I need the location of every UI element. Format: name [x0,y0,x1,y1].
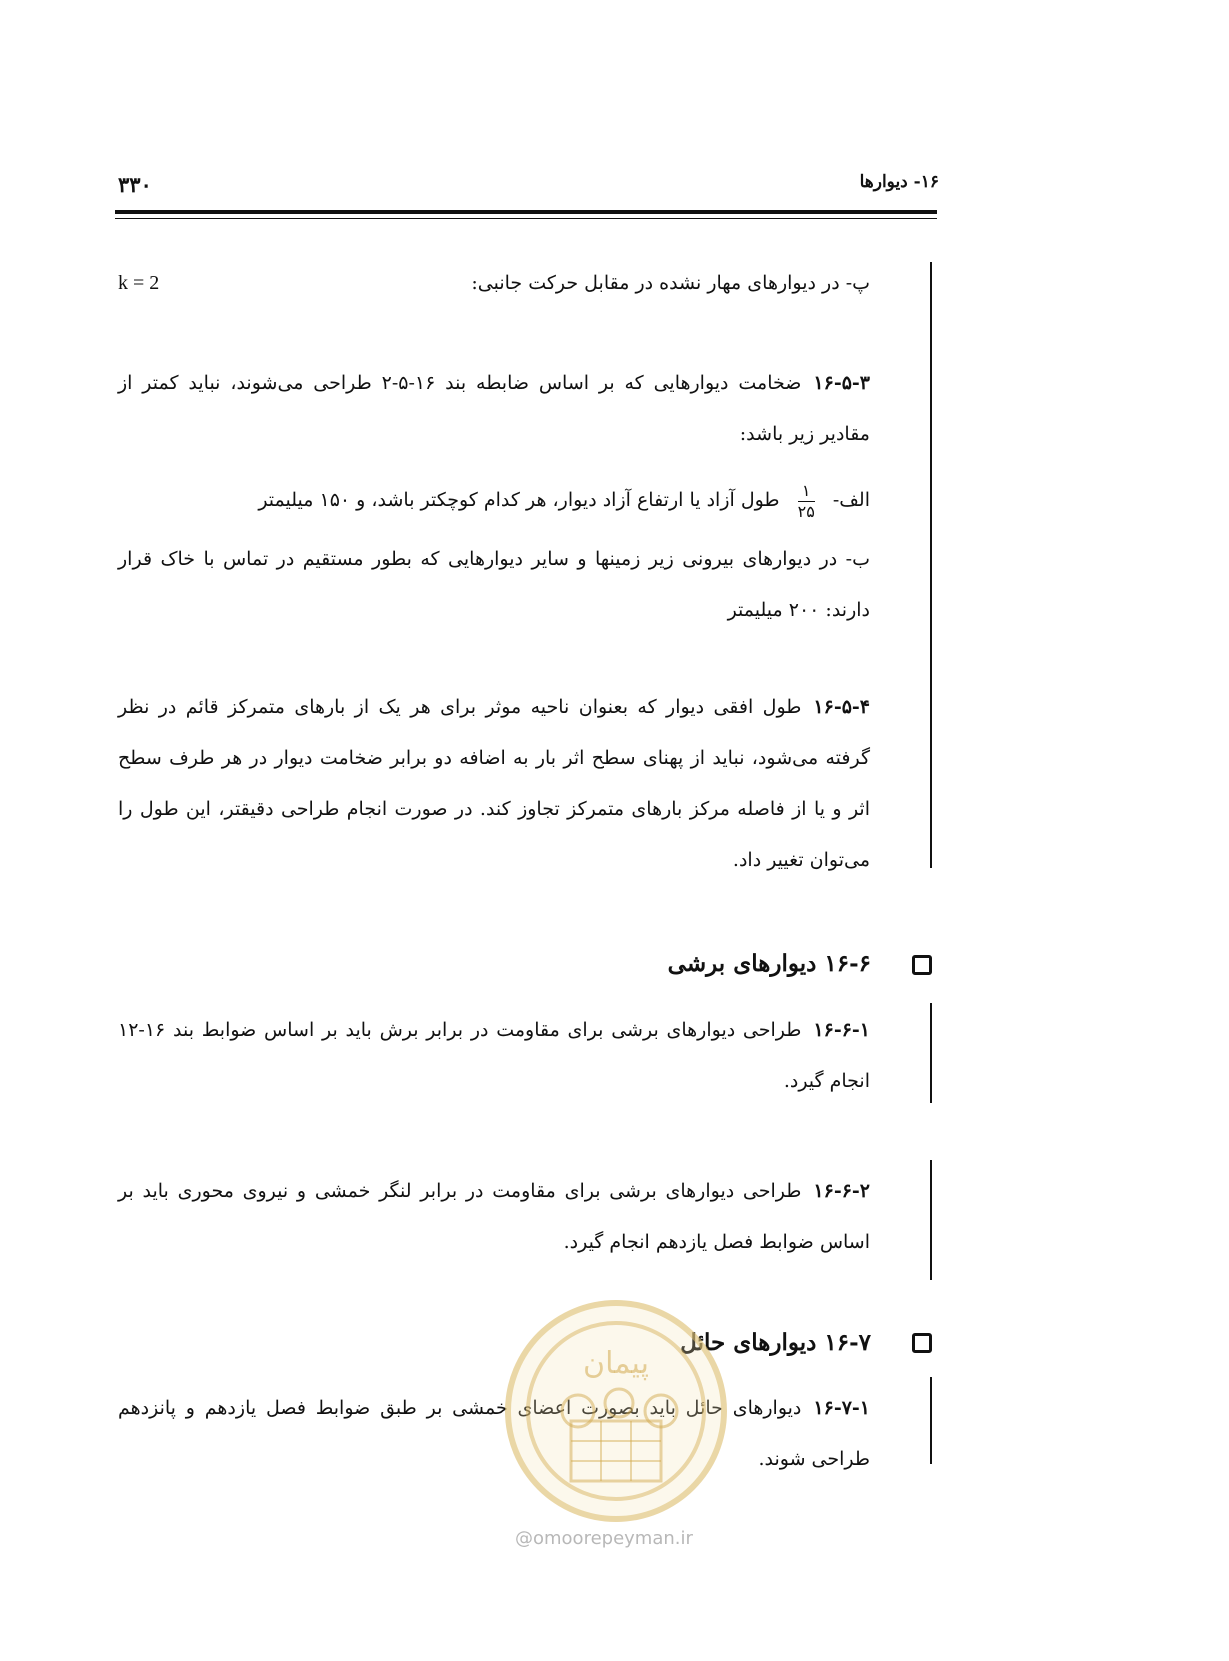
clause-text: ضخامت دیوارهایی که بر اساس ضابطه بند ۱۶-۵-۲ طراحی می‌شوند، نباید کمتر از مقادیر زیر باشد: [118,372,870,445]
clause-text: طراحی دیوارهای برشی برای مقاومت در برابر لنگر خمشی و نیروی محوری باید بر اساس ضوابط فصل یازدهم انجام گیرد. [118,1180,870,1253]
clause-16-7-1 [118,1383,870,1485]
clause-number: ۱۶-۶-۲ [813,1180,870,1202]
clause-16-5-4 [118,682,870,886]
clause-pe [118,258,870,309]
clause-text: دیوارهای حائل باید بصورت اعضای خمشی بر طبق ضوابط فصل یازدهم و پانزدهم طراحی شوند. [118,1397,870,1470]
chapter-title: ۱۶- دیوارها [859,172,939,192]
fraction-denominator: ۲۵ [797,501,815,521]
clause-16-5-3 [118,358,870,460]
header-rule-thick [115,210,937,214]
clause-text: طراحی دیوارهای برشی برای مقاومت در برابر برش باید بر اساس ضوابط بند ۱۶-۱۲ انجام گیرد. [118,1019,870,1092]
watermark-url: @omoorepeyman.ir [515,1528,693,1549]
watermark-stamp-logo [505,1300,727,1522]
clause-alef [118,480,870,522]
clause-alef-label: الف- [832,489,870,511]
clause-text: طول افقی دیوار که بعنوان ناحیه موثر برای هر یک از بارهای متمرکز قائم در نظر گرفته می‌شود، نباید از پهنای سطح اثر بار به اضافه دو برابر ضخامت دیوار در هر طرف سطح اثر و یا از فاصله مرکز بارهای متمرکز تجاوز کند. در صورت انجام طراحی دقیقتر، این طول را می‌توان تغییر داد. [118,696,870,871]
section-title-16-7: ۱۶-۷ دیوارهای حائل [680,1329,871,1356]
clause-number: ۱۶-۷-۱ [813,1397,870,1419]
header-rule-thin [115,218,937,219]
change-bar [930,1160,932,1280]
change-bar [930,1377,932,1464]
clause-number: ۱۶-۵-۴ [813,696,870,718]
stamp-emblem-icon [516,1311,716,1511]
fraction-1-25 [794,481,819,522]
change-bar [930,262,932,868]
clause-16-6-2 [118,1166,870,1268]
clause-16-6-1 [118,1005,870,1107]
page-number: ۳۳۰ [118,172,152,197]
clause-alef-text: طول آزاد یا ارتفاع آزاد دیوار، هر کدام کوچکتر باشد، و ۱۵۰ میلیمتر [258,489,780,511]
section-checkbox-icon [912,955,932,975]
fraction-numerator: ۱ [798,481,815,502]
section-checkbox-icon [912,1333,932,1353]
stamp-text: پیمان [583,1346,649,1381]
clause-be [118,534,870,636]
clause-be-text: ب- در دیوارهای بیرونی زیر زمینها و سایر دیوارهایی که بطور مستقیم در تماس با خاک قرار دارند: ۲۰۰ میلیمتر [118,548,870,621]
change-bar [930,1003,932,1103]
clause-pe-text: پ- در دیوارهای مهار نشده در مقابل حرکت جانبی: [471,272,870,294]
k-equation: k = 2 [118,272,160,294]
clause-number: ۱۶-۶-۱ [813,1019,870,1041]
section-title-16-6: ۱۶-۶ دیوارهای برشی [667,950,871,977]
clause-number: ۱۶-۵-۳ [813,372,870,394]
